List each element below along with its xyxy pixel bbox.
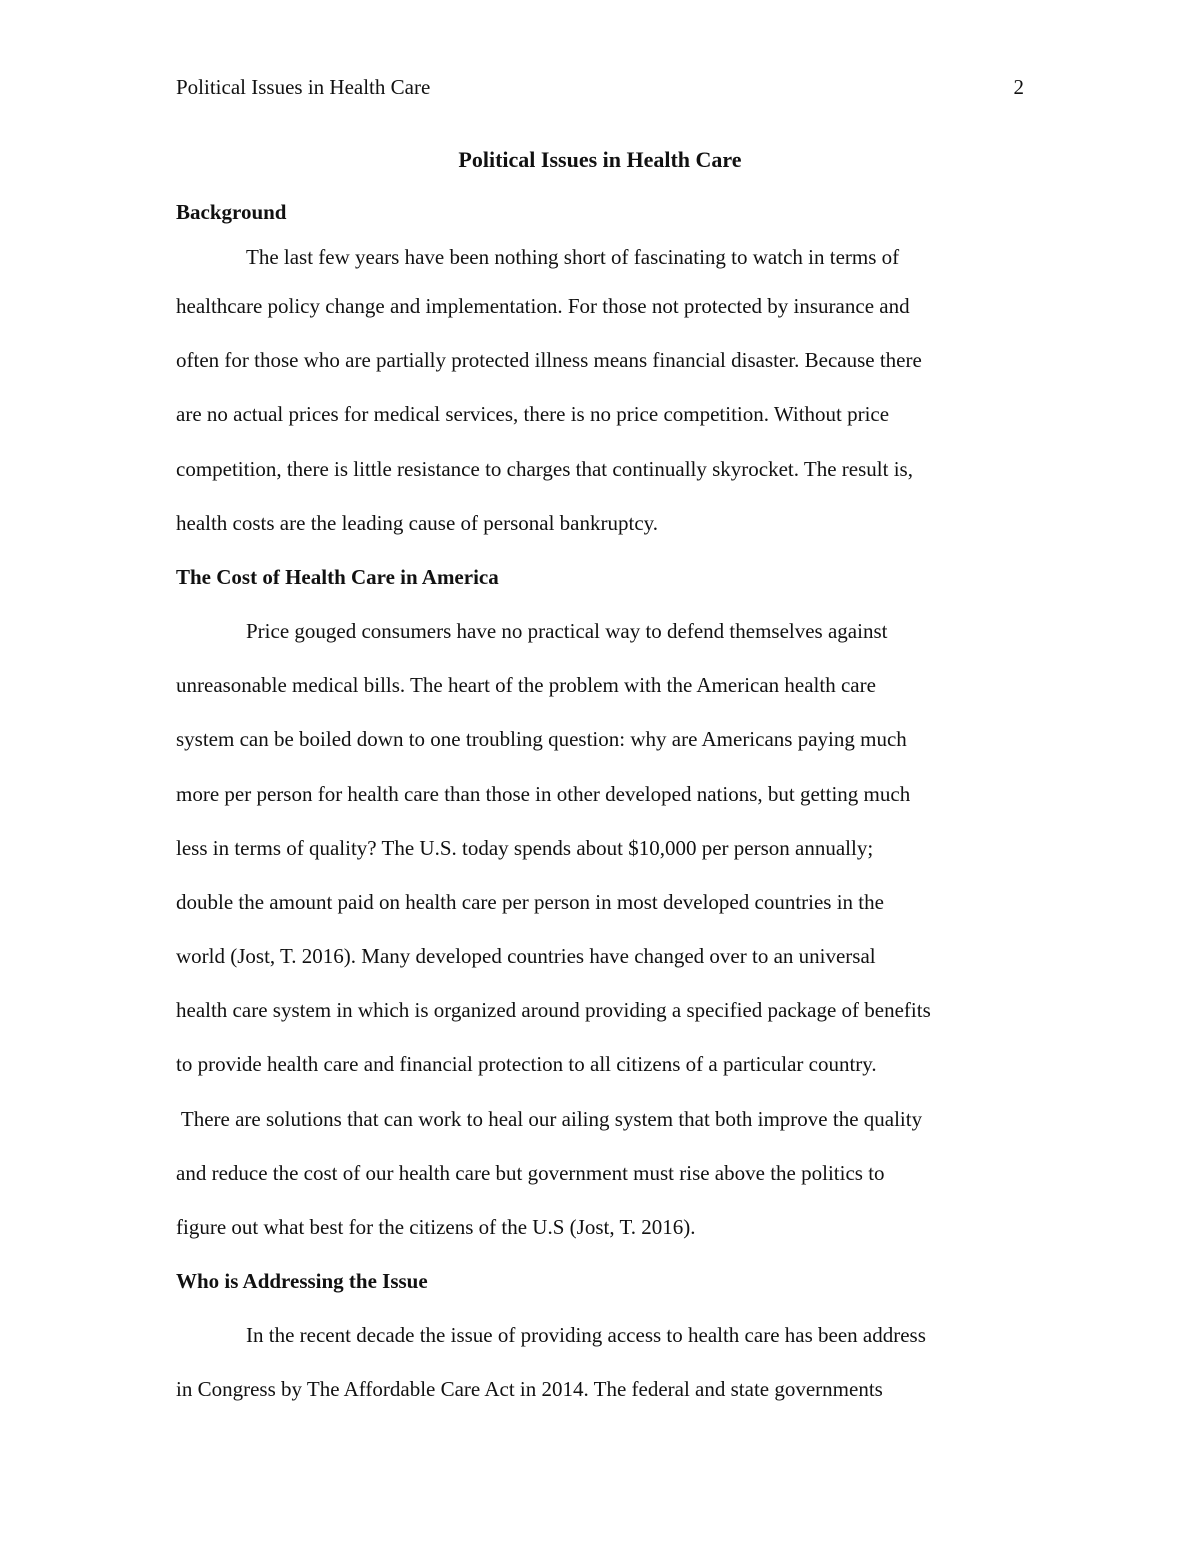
paragraph-line: health care system in which is organized around providing a specified package of benefits (176, 998, 931, 1023)
paragraph-line: and reduce the cost of our health care but government must rise above the politics to (176, 1160, 885, 1185)
paragraph-line: unreasonable medical bills. The heart of the problem with the American health care (176, 673, 876, 698)
paragraph-line: less in terms of quality? The U.S. today spends about $10,000 per person annually; (176, 835, 874, 860)
paragraph-line: competition, there is little resistance to charges that continually skyrocket. The result is, (176, 456, 913, 481)
paragraph-line: double the amount paid on health care per person in most developed countries in the (176, 889, 884, 914)
section-heading-who-is-addressing: Who is Addressing the Issue (176, 1269, 428, 1294)
paragraph-line: more per person for health care than those in other developed nations, but getting much (176, 781, 911, 806)
paragraph-line: in Congress by The Affordable Care Act in 2014. The federal and state governments (176, 1377, 883, 1402)
paragraph-line: often for those who are partially protected illness means financial disaster. Because there (176, 348, 922, 373)
paragraph-line: are no actual prices for medical services, there is no price competition. Without price (176, 402, 890, 427)
paragraph-line: to provide health care and financial protection to all citizens of a particular country. (176, 1052, 877, 1077)
section-heading-background: Background (176, 200, 287, 224)
paragraph-line: healthcare policy change and implementation. For those not protected by insurance and (176, 294, 910, 318)
section-who-is-addressing (176, 1254, 1036, 1416)
section-cost-of-health-care (176, 550, 1036, 1254)
document-body (176, 141, 1036, 1417)
paragraph-line: world (Jost, T. 2016). Many developed countries have changed over to an universal (176, 944, 876, 969)
paragraph-line: figure out what best for the citizens of the U.S (Jost, T. 2016). (176, 1215, 696, 1239)
paragraph-line: Price gouged consumers have no practical way to defend themselves against (246, 618, 888, 643)
paragraph-line: There are solutions that can work to heal our ailing system that both improve the quality (176, 1106, 923, 1131)
section-background (176, 179, 1036, 550)
paragraph-line: The last few years have been nothing short of fascinating to watch in terms of (246, 245, 900, 269)
paragraph-line: system can be boiled down to one troubling question: why are Americans paying much (176, 727, 907, 752)
page-number: 2 (1013, 75, 1024, 99)
document-title: Political Issues in Health Care (458, 147, 742, 172)
running-head: Political Issues in Health Care (176, 75, 431, 99)
paragraph-line: health costs are the leading cause of personal bankruptcy. (176, 510, 659, 535)
paragraph-line: In the recent decade the issue of providing access to health care has been address (246, 1323, 926, 1348)
section-heading-cost-of-health-care: The Cost of Health Care in America (176, 564, 499, 589)
